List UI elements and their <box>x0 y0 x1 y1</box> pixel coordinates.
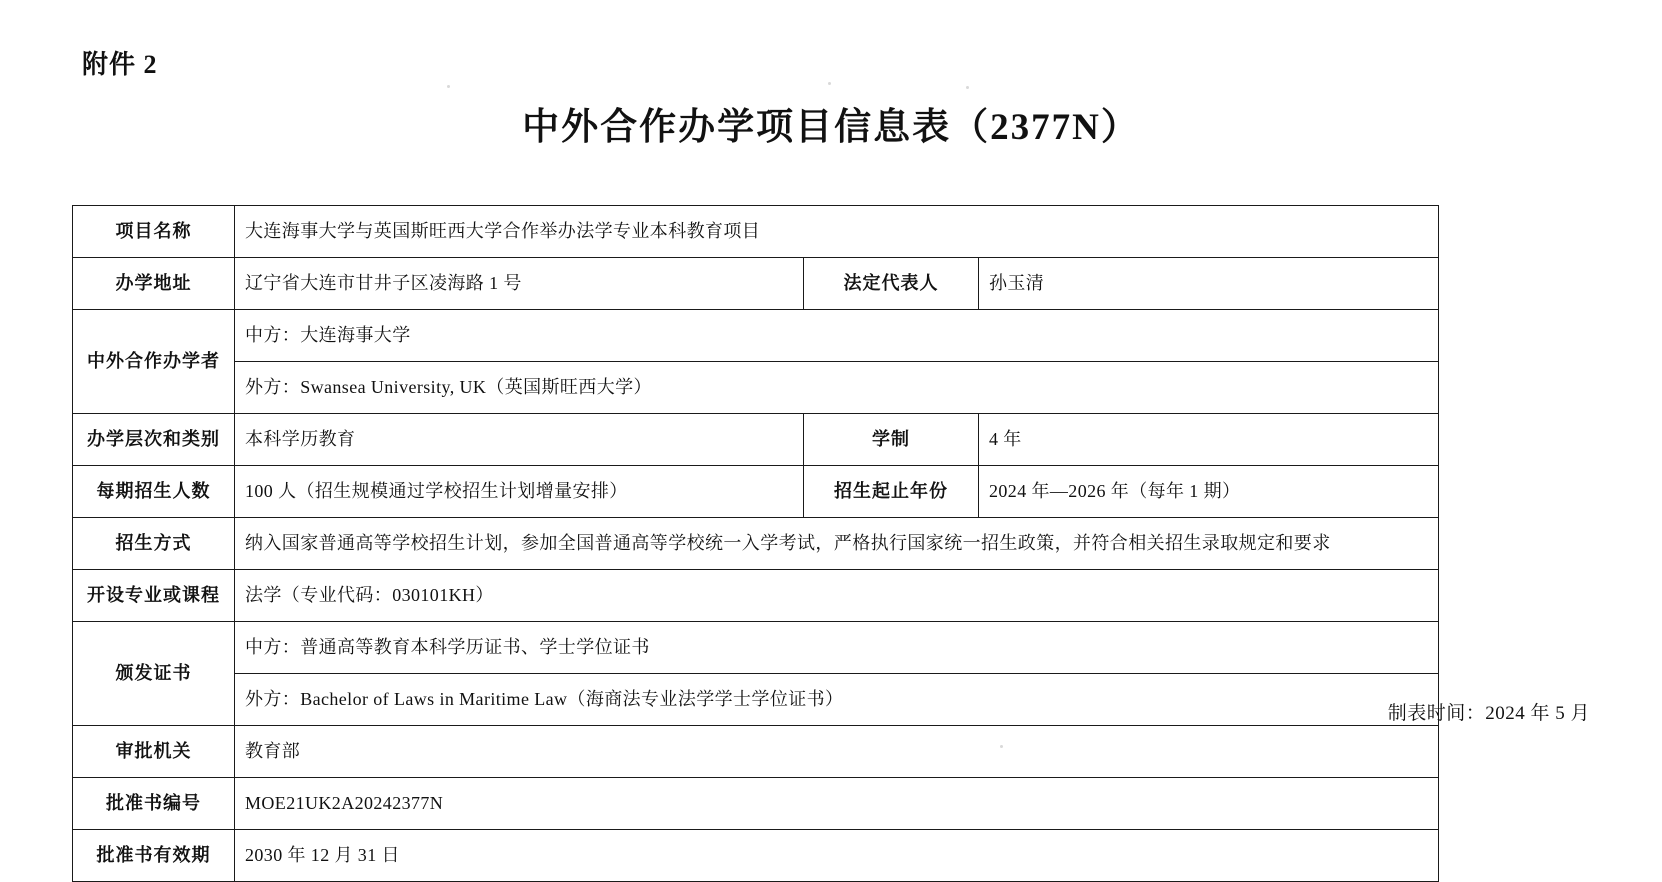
scan-speck <box>447 85 450 88</box>
row-label-level-category: 办学层次和类别 <box>73 414 235 466</box>
row-label-enrollment-years: 招生起止年份 <box>804 466 979 518</box>
row-value-legal-representative: 孙玉清 <box>979 258 1439 310</box>
attachment-label: 附件 2 <box>82 50 158 79</box>
table-row <box>73 362 1439 414</box>
table-row <box>73 726 1439 778</box>
row-label-legal-representative: 法定代表人 <box>804 258 979 310</box>
row-value-certificate-chinese: 中方：普通高等教育本科学历证书、学士学位证书 <box>235 622 1439 674</box>
row-label-enrollment-method: 招生方式 <box>73 518 235 570</box>
row-value-foreign-party: 外方：Swansea University, UK（英国斯旺西大学） <box>235 362 1439 414</box>
table-row <box>73 466 1439 518</box>
row-label-validity-period: 批准书有效期 <box>73 830 235 882</box>
row-value-approval-number: MOE21UK2A20242377N <box>235 778 1439 830</box>
row-label-approval-authority: 审批机关 <box>73 726 235 778</box>
table-row <box>73 830 1439 882</box>
table-row <box>73 206 1439 258</box>
row-value-chinese-party: 中方：大连海事大学 <box>235 310 1439 362</box>
table-row <box>73 570 1439 622</box>
row-label-project-name: 项目名称 <box>73 206 235 258</box>
scan-speck <box>966 86 969 89</box>
table-row <box>73 414 1439 466</box>
row-value-approval-authority: 教育部 <box>235 726 1439 778</box>
table-row <box>73 674 1439 726</box>
row-label-address: 办学地址 <box>73 258 235 310</box>
row-value-certificate-foreign: 外方：Bachelor of Laws in Maritime Law（海商法专业法学学士学位证书） <box>235 674 1439 726</box>
table-row <box>73 622 1439 674</box>
table-row <box>73 518 1439 570</box>
table-row <box>73 310 1439 362</box>
row-value-project-name: 大连海事大学与英国斯旺西大学合作举办法学专业本科教育项目 <box>235 206 1439 258</box>
row-label-majors-courses: 开设专业或课程 <box>73 570 235 622</box>
row-label-enrollment-size: 每期招生人数 <box>73 466 235 518</box>
row-value-level-category: 本科学历教育 <box>235 414 804 466</box>
project-info-table <box>72 205 1439 882</box>
row-value-address: 辽宁省大连市甘井子区凌海路 1 号 <box>235 258 804 310</box>
table-row <box>73 778 1439 830</box>
row-value-duration: 4 年 <box>979 414 1439 466</box>
table-row <box>73 258 1439 310</box>
row-value-majors-courses: 法学（专业代码：030101KH） <box>235 570 1439 622</box>
row-label-cooperating-parties: 中外合作办学者 <box>73 310 235 414</box>
row-value-enrollment-years: 2024 年—2026 年（每年 1 期） <box>979 466 1439 518</box>
row-value-enrollment-method: 纳入国家普通高等学校招生计划，参加全国普通高等学校统一入学考试，严格执行国家统一招生政策，并符合相关招生录取规定和要求 <box>235 518 1439 570</box>
row-label-approval-number: 批准书编号 <box>73 778 235 830</box>
row-label-certificates: 颁发证书 <box>73 622 235 726</box>
table-creation-date: 制表时间：2024 年 5 月 <box>1387 703 1590 724</box>
row-label-duration: 学制 <box>804 414 979 466</box>
scan-speck <box>828 82 831 85</box>
page-title: 中外合作办学项目信息表（2377N） <box>522 107 1140 148</box>
row-value-validity-period: 2030 年 12 月 31 日 <box>235 830 1439 882</box>
row-value-enrollment-size: 100 人（招生规模通过学校招生计划增量安排） <box>235 466 804 518</box>
